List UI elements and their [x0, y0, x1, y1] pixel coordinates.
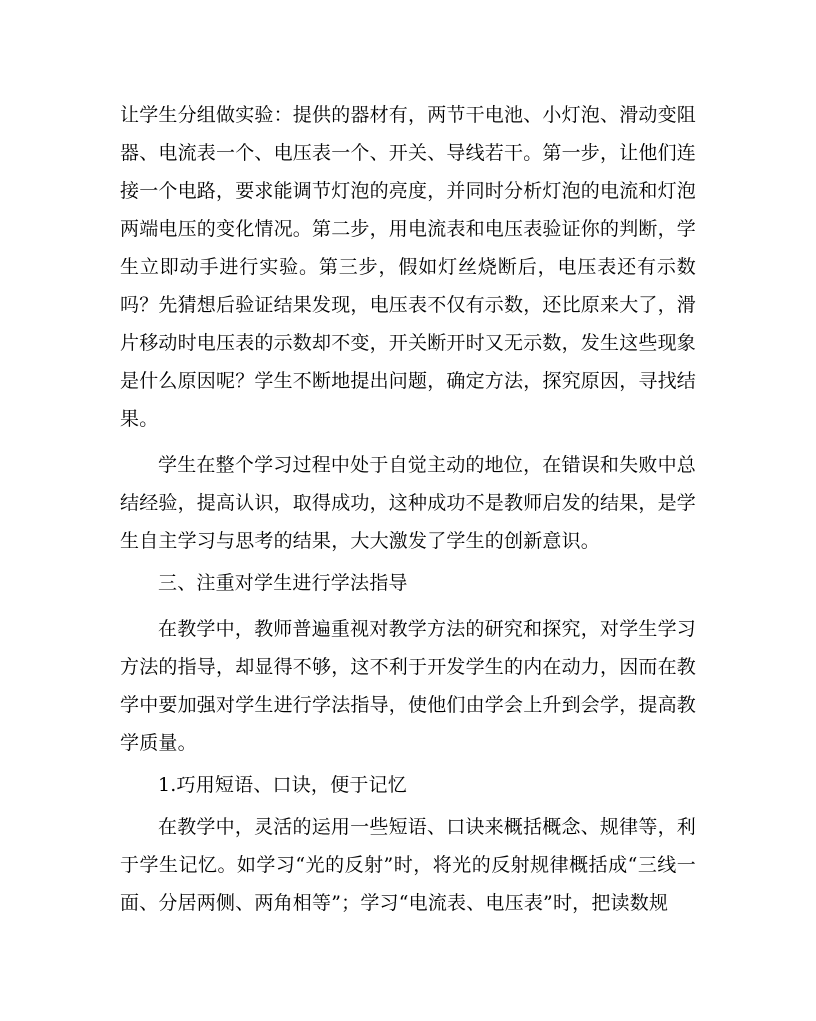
- paragraph-teaching-method: 在教学中，教师普遍重视对教学方法的研究和探究，对学生学习方法的指导，却显得不够，这不利于开发学生的内在动力，因而在教学中要加强对学生进行学法指导，使他们由学会上升到会学，提高教学质量。: [120, 618, 697, 754]
- subsection-heading-mnemonics: 1.巧用短语、口诀，便于记忆: [158, 774, 407, 796]
- paragraph-mnemonics: 在教学中，灵活的运用一些短语、口诀来概括概念、规律等，利于学生记忆。如学习“光的反射”时，将光的反射规律概括成“三线一面、分居两侧、两角相等”；学习“电流表、电压表”时，把读数规: [120, 816, 696, 914]
- paragraph-experiment: 让学生分组做实验：提供的器材有，两节干电池、小灯泡、滑动变阻器、电流表一个、电压表一个、开关、导线若干。第一步，让他们连接一个电路，要求能调节灯泡的亮度，并同时分析灯泡的电流和灯泡两端电压的变化情况。第二步，用电流表和电压表验证你的判断，学生立即动手进行实验。第三步，假如灯丝烧断后，电压表还有示数吗？先猜想后验证结果发现，电压表不仅有示数，还比原来大了，滑片移动时电压表的示数却不变，开关断开时又无示数，发生这些现象是什么原因呢？学生不断地提出问题，确定方法，探究原因，寻找结果。: [120, 104, 697, 430]
- paragraph-self-learning: 学生在整个学习过程中处于自觉主动的地位，在错误和失败中总结经验，提高认识，取得成功，这种成功不是教师启发的结果，是学生自主学习与思考的结果，大大激发了学生的创新意识。: [120, 454, 697, 552]
- section-heading-study-method: 三、注重对学生进行学法指导: [158, 572, 408, 594]
- document-page: [120, 96, 696, 922]
